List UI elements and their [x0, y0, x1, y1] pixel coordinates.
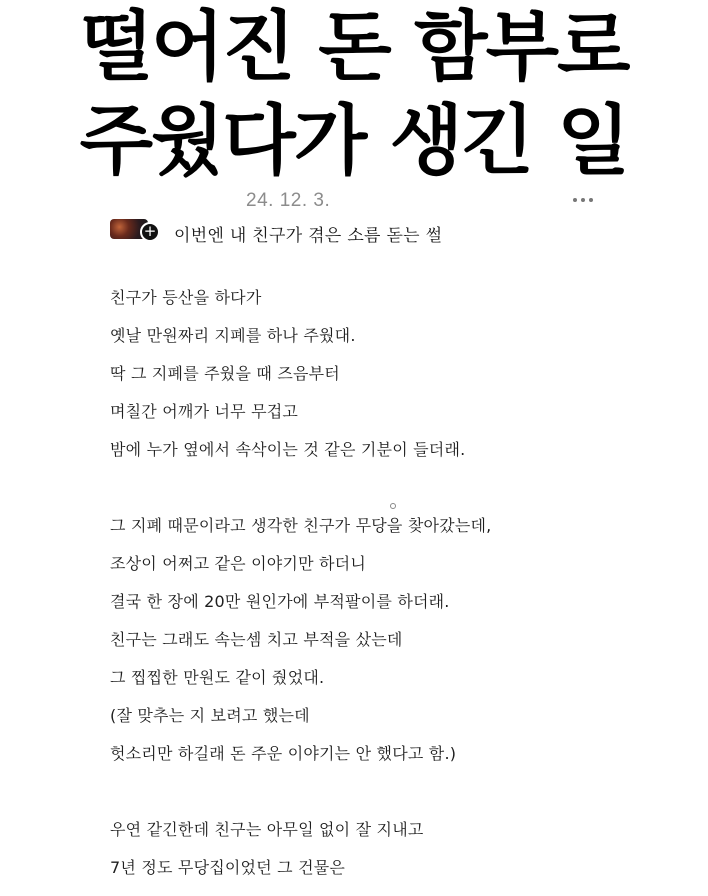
body-line: 밤에 누가 옆에서 속삭이는 것 같은 기분이 들더래. — [110, 440, 466, 459]
body-line: 우연 같긴한데 친구는 아무일 없이 잘 지내고 — [110, 820, 424, 839]
headline-line-2: 주웠다가 생긴 일 — [79, 96, 629, 185]
follow-plus-icon[interactable]: + — [140, 222, 160, 242]
body-line: 며칠간 어깨가 너무 무겁고 — [110, 402, 299, 421]
body-line: 친구가 등산을 하다가 — [110, 288, 262, 307]
post-body — [110, 279, 670, 887]
post-date: 24. 12. 3. — [246, 190, 331, 211]
body-line: 헛소리만 하길래 돈 주운 이야기는 안 했다고 함.) — [110, 744, 457, 763]
headline-line-1: 떨어진 돈 함부로 — [79, 2, 629, 91]
body-line: 결국 한 장에 20만 원인가에 부적팔이를 하더래. — [110, 592, 450, 611]
paragraph-gap — [110, 469, 670, 507]
author-row[interactable] — [110, 219, 590, 249]
author-name[interactable]: 이번엔 내 친구가 겪은 소름 돋는 썰 — [174, 226, 443, 246]
body-line: 옛날 만원짜리 지폐를 하나 주웠대. — [110, 326, 356, 345]
paragraph-gap — [110, 773, 670, 811]
body-line: 7년 정도 무당집이었던 그 건물은 — [110, 858, 346, 877]
body-line: 친구는 그래도 속는셈 치고 부적을 샀는데 — [110, 630, 403, 649]
body-line: 그 지폐 때문이라고 생각한 친구가 무당을 찾아갔는데, — [110, 516, 492, 535]
more-horizontal-icon[interactable] — [570, 194, 596, 206]
body-line: 조상이 어쩌고 같은 이야기만 하더니 — [110, 554, 366, 573]
body-line: 딱 그 지폐를 주웠을 때 즈음부터 — [110, 364, 340, 383]
body-line: 그 찝찝한 만원도 같이 줬었대. — [110, 668, 325, 687]
headline — [0, 0, 708, 188]
body-line: (잘 맞추는 지 보려고 했는데 — [110, 706, 310, 725]
